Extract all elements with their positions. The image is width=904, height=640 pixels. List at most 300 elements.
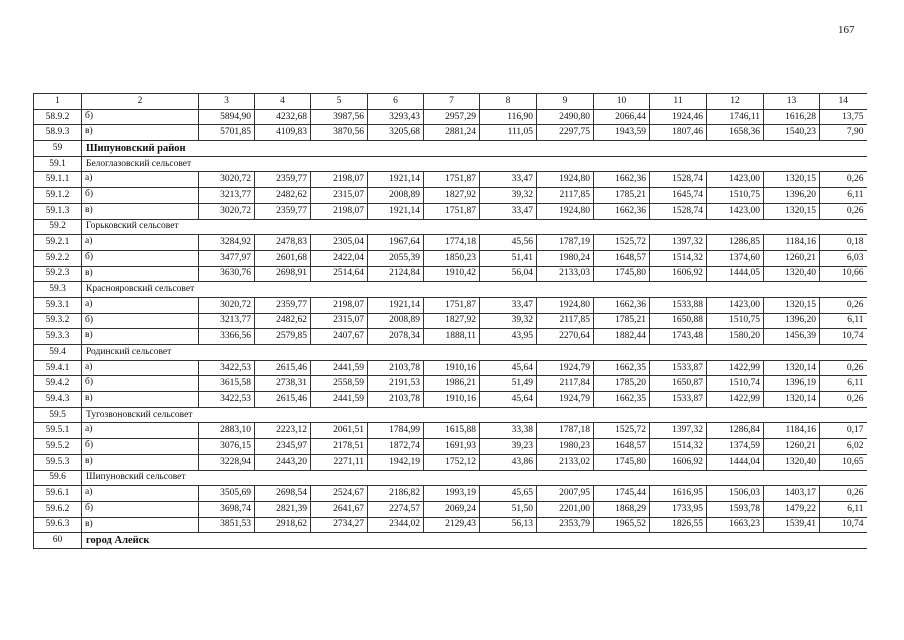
value-cell: 2698,54	[255, 486, 311, 502]
council-row	[34, 407, 867, 423]
row-code: 59.2.3	[34, 266, 82, 282]
row-code: 59.6.1	[34, 486, 82, 502]
table-row	[34, 313, 867, 329]
value-cell: 0,26	[820, 486, 867, 502]
row-code: 59.1.3	[34, 203, 82, 219]
value-cell: 5701,85	[199, 125, 255, 141]
value-cell: 1942,19	[368, 454, 424, 470]
table-row	[34, 297, 867, 313]
row-subitem: в)	[82, 329, 199, 345]
row-code: 59.6	[34, 470, 82, 486]
value-cell: 1743,48	[650, 329, 707, 345]
row-subitem: б)	[82, 501, 199, 517]
value-cell: 2315,07	[311, 188, 368, 204]
row-code: 59.2	[34, 219, 82, 235]
value-cell: 1615,88	[424, 423, 480, 439]
value-cell: 2007,95	[537, 486, 594, 502]
row-code: 59.1	[34, 156, 82, 172]
value-cell: 3422,53	[199, 360, 255, 376]
value-cell: 1784,99	[368, 423, 424, 439]
table-row	[34, 235, 867, 251]
value-cell: 0,26	[820, 172, 867, 188]
value-cell: 2883,10	[199, 423, 255, 439]
value-cell: 4232,68	[255, 109, 311, 125]
value-cell: 2103,78	[368, 392, 424, 408]
value-cell: 1924,79	[537, 360, 594, 376]
value-cell: 2124,84	[368, 266, 424, 282]
value-cell: 1444,04	[707, 454, 764, 470]
value-cell: 2353,79	[537, 517, 594, 533]
value-cell: 2129,43	[424, 517, 480, 533]
value-cell: 3020,72	[199, 172, 255, 188]
value-cell: 2918,62	[255, 517, 311, 533]
value-cell: 2008,89	[368, 313, 424, 329]
value-cell: 56,13	[480, 517, 537, 533]
council-name: Тугозвоновский сельсовет	[82, 407, 867, 423]
row-code: 58.9.3	[34, 125, 82, 141]
value-cell: 1580,20	[707, 329, 764, 345]
value-cell: 2359,77	[255, 172, 311, 188]
value-cell: 1986,21	[424, 376, 480, 392]
value-cell: 43,86	[480, 454, 537, 470]
value-cell: 1506,03	[707, 486, 764, 502]
value-cell: 2345,97	[255, 439, 311, 455]
value-cell: 0,26	[820, 360, 867, 376]
value-cell: 1648,57	[594, 439, 650, 455]
column-number-header: 10	[594, 94, 650, 110]
value-cell: 51,41	[480, 250, 537, 266]
value-cell: 39,23	[480, 439, 537, 455]
row-subitem: а)	[82, 423, 199, 439]
value-cell: 1539,41	[764, 517, 820, 533]
value-cell: 1691,93	[424, 439, 480, 455]
value-cell: 1662,35	[594, 360, 650, 376]
council-row	[34, 282, 867, 298]
value-cell: 2186,82	[368, 486, 424, 502]
value-cell: 3020,72	[199, 203, 255, 219]
value-cell: 1751,87	[424, 172, 480, 188]
value-cell: 1540,23	[764, 125, 820, 141]
value-cell: 1967,64	[368, 235, 424, 251]
value-cell: 6,11	[820, 501, 867, 517]
value-cell: 0,26	[820, 392, 867, 408]
value-cell: 3076,15	[199, 439, 255, 455]
row-code: 59.2.1	[34, 235, 82, 251]
value-cell: 1533,88	[650, 297, 707, 313]
value-cell: 3020,72	[199, 297, 255, 313]
row-code: 59.3.1	[34, 297, 82, 313]
value-cell: 13,75	[820, 109, 867, 125]
value-cell: 10,65	[820, 454, 867, 470]
table-row	[34, 486, 867, 502]
value-cell: 1320,15	[764, 297, 820, 313]
value-cell: 0,26	[820, 203, 867, 219]
value-cell: 2558,59	[311, 376, 368, 392]
value-cell: 7,90	[820, 125, 867, 141]
value-cell: 1663,23	[707, 517, 764, 533]
row-code: 59.4	[34, 345, 82, 361]
value-cell: 1827,92	[424, 313, 480, 329]
value-cell: 1787,18	[537, 423, 594, 439]
value-cell: 116,90	[480, 109, 537, 125]
value-cell: 3630,76	[199, 266, 255, 282]
value-cell: 2514,64	[311, 266, 368, 282]
table-row	[34, 376, 867, 392]
value-cell: 1397,32	[650, 423, 707, 439]
value-cell: 2198,07	[311, 203, 368, 219]
value-cell: 1745,80	[594, 266, 650, 282]
row-subitem: в)	[82, 392, 199, 408]
row-subitem: б)	[82, 439, 199, 455]
value-cell: 1260,21	[764, 439, 820, 455]
district-row	[34, 141, 867, 157]
value-cell: 1943,59	[594, 125, 650, 141]
value-cell: 3205,68	[368, 125, 424, 141]
value-cell: 2117,84	[537, 376, 594, 392]
value-cell: 45,64	[480, 392, 537, 408]
value-cell: 2069,24	[424, 501, 480, 517]
district-row	[34, 533, 867, 549]
value-cell: 1910,42	[424, 266, 480, 282]
value-cell: 2407,67	[311, 329, 368, 345]
value-cell: 2881,24	[424, 125, 480, 141]
value-cell: 1745,44	[594, 486, 650, 502]
row-code: 60	[34, 533, 82, 549]
value-cell: 6,02	[820, 439, 867, 455]
value-cell: 1616,28	[764, 109, 820, 125]
value-cell: 3870,56	[311, 125, 368, 141]
value-cell: 4109,83	[255, 125, 311, 141]
value-cell: 1807,46	[650, 125, 707, 141]
value-cell: 1924,80	[537, 172, 594, 188]
value-cell: 1751,87	[424, 297, 480, 313]
row-subitem: б)	[82, 188, 199, 204]
row-subitem: в)	[82, 454, 199, 470]
value-cell: 1533,87	[650, 360, 707, 376]
value-cell: 2133,03	[537, 266, 594, 282]
row-subitem: б)	[82, 250, 199, 266]
row-code: 59.4.2	[34, 376, 82, 392]
column-number-header: 13	[764, 94, 820, 110]
value-cell: 3228,94	[199, 454, 255, 470]
column-number-header: 1	[34, 94, 82, 110]
table-row	[34, 392, 867, 408]
value-cell: 1888,11	[424, 329, 480, 345]
value-cell: 2133,02	[537, 454, 594, 470]
row-code: 59.3.3	[34, 329, 82, 345]
value-cell: 2117,85	[537, 188, 594, 204]
value-cell: 45,65	[480, 486, 537, 502]
row-subitem: б)	[82, 109, 199, 125]
table-row	[34, 125, 867, 141]
value-cell: 1882,44	[594, 329, 650, 345]
value-cell: 2117,85	[537, 313, 594, 329]
header-row	[34, 94, 867, 110]
value-cell: 2482,62	[255, 313, 311, 329]
row-code: 59.3.2	[34, 313, 82, 329]
value-cell: 3366,56	[199, 329, 255, 345]
column-number-header: 12	[707, 94, 764, 110]
value-cell: 2305,04	[311, 235, 368, 251]
row-subitem: а)	[82, 360, 199, 376]
value-cell: 2344,02	[368, 517, 424, 533]
council-name: Горьковский сельсовет	[82, 219, 867, 235]
value-cell: 3698,74	[199, 501, 255, 517]
value-cell: 2734,27	[311, 517, 368, 533]
column-number-header: 7	[424, 94, 480, 110]
table-body	[34, 94, 867, 549]
value-cell: 1514,32	[650, 439, 707, 455]
table-row	[34, 266, 867, 282]
value-cell: 2443,20	[255, 454, 311, 470]
value-cell: 1514,32	[650, 250, 707, 266]
value-cell: 1593,78	[707, 501, 764, 517]
table-row	[34, 423, 867, 439]
value-cell: 6,03	[820, 250, 867, 266]
council-name: Краснояровский сельсовет	[82, 282, 867, 298]
value-cell: 1827,92	[424, 188, 480, 204]
value-cell: 1396,20	[764, 188, 820, 204]
row-code: 59	[34, 141, 82, 157]
council-name: Родинский сельсовет	[82, 345, 867, 361]
value-cell: 2615,46	[255, 360, 311, 376]
value-cell: 1924,46	[650, 109, 707, 125]
row-code: 59.5	[34, 407, 82, 423]
value-cell: 1965,52	[594, 517, 650, 533]
column-number-header: 9	[537, 94, 594, 110]
row-code: 58.9.2	[34, 109, 82, 125]
council-row	[34, 219, 867, 235]
value-cell: 1662,36	[594, 203, 650, 219]
value-cell: 2441,59	[311, 392, 368, 408]
column-number-header: 6	[368, 94, 424, 110]
value-cell: 1910,16	[424, 360, 480, 376]
value-cell: 1787,19	[537, 235, 594, 251]
district-name: Шипуновский район	[82, 141, 867, 157]
value-cell: 1745,80	[594, 454, 650, 470]
value-cell: 2579,85	[255, 329, 311, 345]
value-cell: 1396,19	[764, 376, 820, 392]
value-cell: 1184,16	[764, 235, 820, 251]
value-cell: 51,49	[480, 376, 537, 392]
value-cell: 1320,14	[764, 360, 820, 376]
value-cell: 1510,75	[707, 188, 764, 204]
value-cell: 1423,00	[707, 203, 764, 219]
value-cell: 2008,89	[368, 188, 424, 204]
value-cell: 3477,97	[199, 250, 255, 266]
value-cell: 1921,14	[368, 172, 424, 188]
table-row	[34, 501, 867, 517]
row-code: 59.1.2	[34, 188, 82, 204]
value-cell: 3987,56	[311, 109, 368, 125]
value-cell: 0,26	[820, 297, 867, 313]
value-cell: 1320,14	[764, 392, 820, 408]
value-cell: 1320,15	[764, 172, 820, 188]
value-cell: 1456,39	[764, 329, 820, 345]
value-cell: 1374,60	[707, 250, 764, 266]
table-row	[34, 517, 867, 533]
value-cell: 6,11	[820, 188, 867, 204]
value-cell: 45,56	[480, 235, 537, 251]
row-code: 59.2.2	[34, 250, 82, 266]
value-cell: 6,11	[820, 313, 867, 329]
value-cell: 1746,11	[707, 109, 764, 125]
value-cell: 2055,39	[368, 250, 424, 266]
value-cell: 39,32	[480, 188, 537, 204]
value-cell: 2271,11	[311, 454, 368, 470]
value-cell: 2198,07	[311, 172, 368, 188]
value-cell: 1533,87	[650, 392, 707, 408]
value-cell: 1910,16	[424, 392, 480, 408]
table-row	[34, 250, 867, 266]
value-cell: 1650,88	[650, 313, 707, 329]
value-cell: 1320,40	[764, 454, 820, 470]
value-cell: 1286,85	[707, 235, 764, 251]
value-cell: 2297,75	[537, 125, 594, 141]
value-cell: 2698,91	[255, 266, 311, 282]
value-cell: 2478,83	[255, 235, 311, 251]
value-cell: 45,64	[480, 360, 537, 376]
value-cell: 3284,92	[199, 235, 255, 251]
table-row	[34, 360, 867, 376]
value-cell: 1397,32	[650, 235, 707, 251]
column-number-header: 11	[650, 94, 707, 110]
council-row	[34, 470, 867, 486]
value-cell: 1525,72	[594, 423, 650, 439]
value-cell: 2601,68	[255, 250, 311, 266]
row-code: 59.4.3	[34, 392, 82, 408]
value-cell: 2641,67	[311, 501, 368, 517]
value-cell: 2274,57	[368, 501, 424, 517]
value-cell: 1662,35	[594, 392, 650, 408]
value-cell: 1850,23	[424, 250, 480, 266]
table-row	[34, 454, 867, 470]
value-cell: 51,50	[480, 501, 537, 517]
value-cell: 2078,34	[368, 329, 424, 345]
value-cell: 1993,19	[424, 486, 480, 502]
value-cell: 33,38	[480, 423, 537, 439]
value-cell: 6,11	[820, 376, 867, 392]
value-cell: 3293,43	[368, 109, 424, 125]
value-cell: 1184,16	[764, 423, 820, 439]
value-cell: 1872,74	[368, 439, 424, 455]
value-cell: 39,32	[480, 313, 537, 329]
value-cell: 1606,92	[650, 266, 707, 282]
value-cell: 0,17	[820, 423, 867, 439]
row-code: 59.6.2	[34, 501, 82, 517]
value-cell: 1525,72	[594, 235, 650, 251]
district-name: город Алейск	[82, 533, 867, 549]
value-cell: 1422,99	[707, 392, 764, 408]
value-cell: 33,47	[480, 297, 537, 313]
value-cell: 1751,87	[424, 203, 480, 219]
row-code: 59.5.3	[34, 454, 82, 470]
row-subitem: б)	[82, 313, 199, 329]
value-cell: 1528,74	[650, 172, 707, 188]
value-cell: 1320,15	[764, 203, 820, 219]
value-cell: 2490,80	[537, 109, 594, 125]
value-cell: 1606,92	[650, 454, 707, 470]
value-cell: 2422,04	[311, 250, 368, 266]
value-cell: 10,74	[820, 517, 867, 533]
value-cell: 1924,80	[537, 297, 594, 313]
table-row	[34, 439, 867, 455]
value-cell: 1662,36	[594, 172, 650, 188]
value-cell: 1868,29	[594, 501, 650, 517]
value-cell: 1616,95	[650, 486, 707, 502]
value-cell: 5894,90	[199, 109, 255, 125]
value-cell: 33,47	[480, 203, 537, 219]
value-cell: 1396,20	[764, 313, 820, 329]
column-number-header: 3	[199, 94, 255, 110]
value-cell: 2359,77	[255, 203, 311, 219]
value-cell: 1921,14	[368, 297, 424, 313]
row-code: 59.4.1	[34, 360, 82, 376]
value-cell: 2482,62	[255, 188, 311, 204]
value-cell: 1650,87	[650, 376, 707, 392]
value-cell: 1510,75	[707, 313, 764, 329]
value-cell: 3213,77	[199, 313, 255, 329]
row-code: 59.5.1	[34, 423, 82, 439]
value-cell: 2061,51	[311, 423, 368, 439]
value-cell: 3422,53	[199, 392, 255, 408]
value-cell: 2066,44	[594, 109, 650, 125]
value-cell: 3505,69	[199, 486, 255, 502]
value-cell: 2270,64	[537, 329, 594, 345]
value-cell: 2191,53	[368, 376, 424, 392]
value-cell: 2615,46	[255, 392, 311, 408]
council-name: Белоглазовский сельсовет	[82, 156, 867, 172]
value-cell: 1260,21	[764, 250, 820, 266]
row-subitem: а)	[82, 297, 199, 313]
table-row	[34, 203, 867, 219]
column-number-header: 4	[255, 94, 311, 110]
row-code: 59.1.1	[34, 172, 82, 188]
row-subitem: а)	[82, 486, 199, 502]
value-cell: 3851,53	[199, 517, 255, 533]
column-number-header: 2	[82, 94, 199, 110]
value-cell: 1423,00	[707, 297, 764, 313]
value-cell: 33,47	[480, 172, 537, 188]
council-row	[34, 345, 867, 361]
value-cell: 1662,36	[594, 297, 650, 313]
value-cell: 10,66	[820, 266, 867, 282]
value-cell: 1924,79	[537, 392, 594, 408]
row-subitem: в)	[82, 125, 199, 141]
value-cell: 2223,12	[255, 423, 311, 439]
council-name: Шипуновский сельсовет	[82, 470, 867, 486]
value-cell: 1980,24	[537, 250, 594, 266]
column-number-header: 8	[480, 94, 537, 110]
value-cell: 1921,14	[368, 203, 424, 219]
value-cell: 1826,55	[650, 517, 707, 533]
value-cell: 2201,00	[537, 501, 594, 517]
row-subitem: а)	[82, 235, 199, 251]
value-cell: 2738,31	[255, 376, 311, 392]
row-code: 59.6.3	[34, 517, 82, 533]
value-cell: 56,04	[480, 266, 537, 282]
value-cell: 1785,21	[594, 188, 650, 204]
table-row	[34, 172, 867, 188]
row-subitem: а)	[82, 172, 199, 188]
column-number-header: 14	[820, 94, 867, 110]
value-cell: 10,74	[820, 329, 867, 345]
value-cell: 3615,58	[199, 376, 255, 392]
column-number-header: 5	[311, 94, 368, 110]
value-cell: 1648,57	[594, 250, 650, 266]
row-code: 59.5.2	[34, 439, 82, 455]
value-cell: 1374,59	[707, 439, 764, 455]
